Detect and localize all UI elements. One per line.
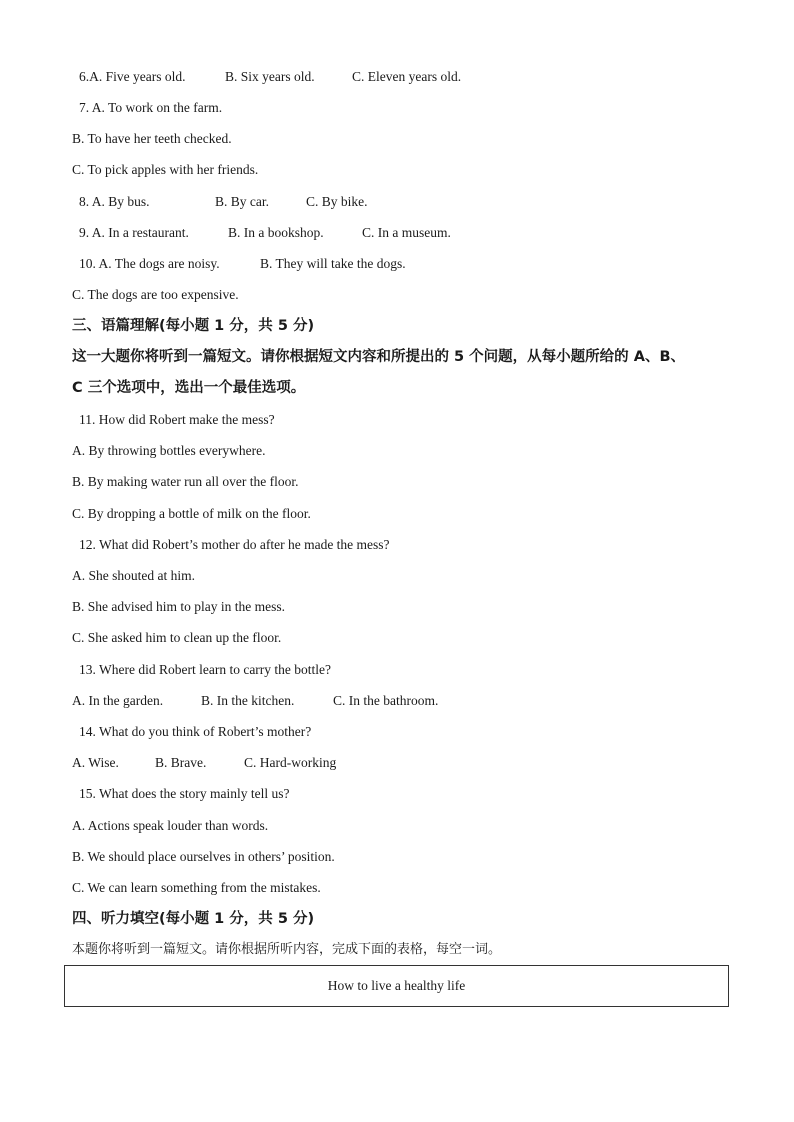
q7-option-c: C. To pick apples with her friends. (72, 162, 259, 177)
q12-question: 12. What did Robert’s mother do after he made the mess? (79, 537, 390, 552)
q8-option-b: B. By car. (215, 194, 269, 209)
q14-question: 14. What do you think of Robert’s mother? (79, 724, 312, 739)
q15-option-c: C. We can learn something from the mistakes. (72, 880, 321, 895)
q6-option-c: C. Eleven years old. (352, 69, 462, 84)
q12-option-c: C. She asked him to clean up the floor. (72, 630, 282, 645)
q13-question: 13. Where did Robert learn to carry the bottle? (79, 662, 332, 677)
q6-option-a: 6.A. Five years old. (79, 69, 186, 84)
q12-option-b: B. She advised him to play in the mess. (72, 599, 285, 614)
q8-option-c: C. By bike. (306, 194, 368, 209)
q13-option-b: B. In the kitchen. (201, 693, 295, 708)
q14-option-c: C. Hard-working (244, 755, 337, 770)
q9-option-b: B. In a bookshop. (228, 225, 324, 240)
q14-option-b: B. Brave. (155, 755, 207, 770)
fill-in-table (64, 965, 729, 1007)
section4-title: 四、听力填空(每小题 1 分，共 5 分) (72, 911, 315, 927)
q15-option-b: B. We should place ourselves in others’ position. (72, 849, 335, 864)
q11-option-b: B. By making water run all over the floor. (72, 474, 299, 489)
q7-option-b: B. To have her teeth checked. (72, 131, 232, 146)
q9-option-c: C. In a museum. (362, 225, 451, 240)
q12-option-a: A. She shouted at him. (72, 568, 195, 583)
q8-option-a: 8. A. By bus. (79, 194, 150, 209)
section4-instruction: 本题你将听到一篇短文。请你根据所听内容，完成下面的表格，每空一词。 (72, 942, 502, 957)
q14-option-a: A. Wise. (72, 755, 119, 770)
q7-option-a: 7. A. To work on the farm. (79, 100, 223, 115)
q15-option-a: A. Actions speak louder than words. (72, 818, 269, 833)
section3-instruction-line1: 这一大题你将听到一篇短文。请你根据短文内容和所提出的 5 个问题，从每小题所给的 A、B、 (72, 349, 686, 365)
q10-option-a: 10. A. The dogs are noisy. (79, 256, 220, 271)
q10-option-b: B. They will take the dogs. (260, 256, 406, 271)
q13-option-c: C. In the bathroom. (333, 693, 439, 708)
q13-option-a: A. In the garden. (72, 693, 164, 708)
q11-question: 11. How did Robert make the mess? (79, 412, 275, 427)
q6-option-b: B. Six years old. (225, 69, 315, 84)
section3-instruction-line2: C 三个选项中，选出一个最佳选项。 (72, 380, 306, 396)
table-title: How to live a healthy life (327, 978, 466, 993)
q9-option-a: 9. A. In a restaurant. (79, 225, 189, 240)
q10-option-c: C. The dogs are too expensive. (72, 287, 239, 302)
q11-option-a: A. By throwing bottles everywhere. (72, 443, 266, 458)
q15-question: 15. What does the story mainly tell us? (79, 786, 290, 801)
q11-option-c: C. By dropping a bottle of milk on the floor. (72, 506, 311, 521)
section3-title: 三、语篇理解(每小题 1 分，共 5 分) (72, 318, 315, 334)
